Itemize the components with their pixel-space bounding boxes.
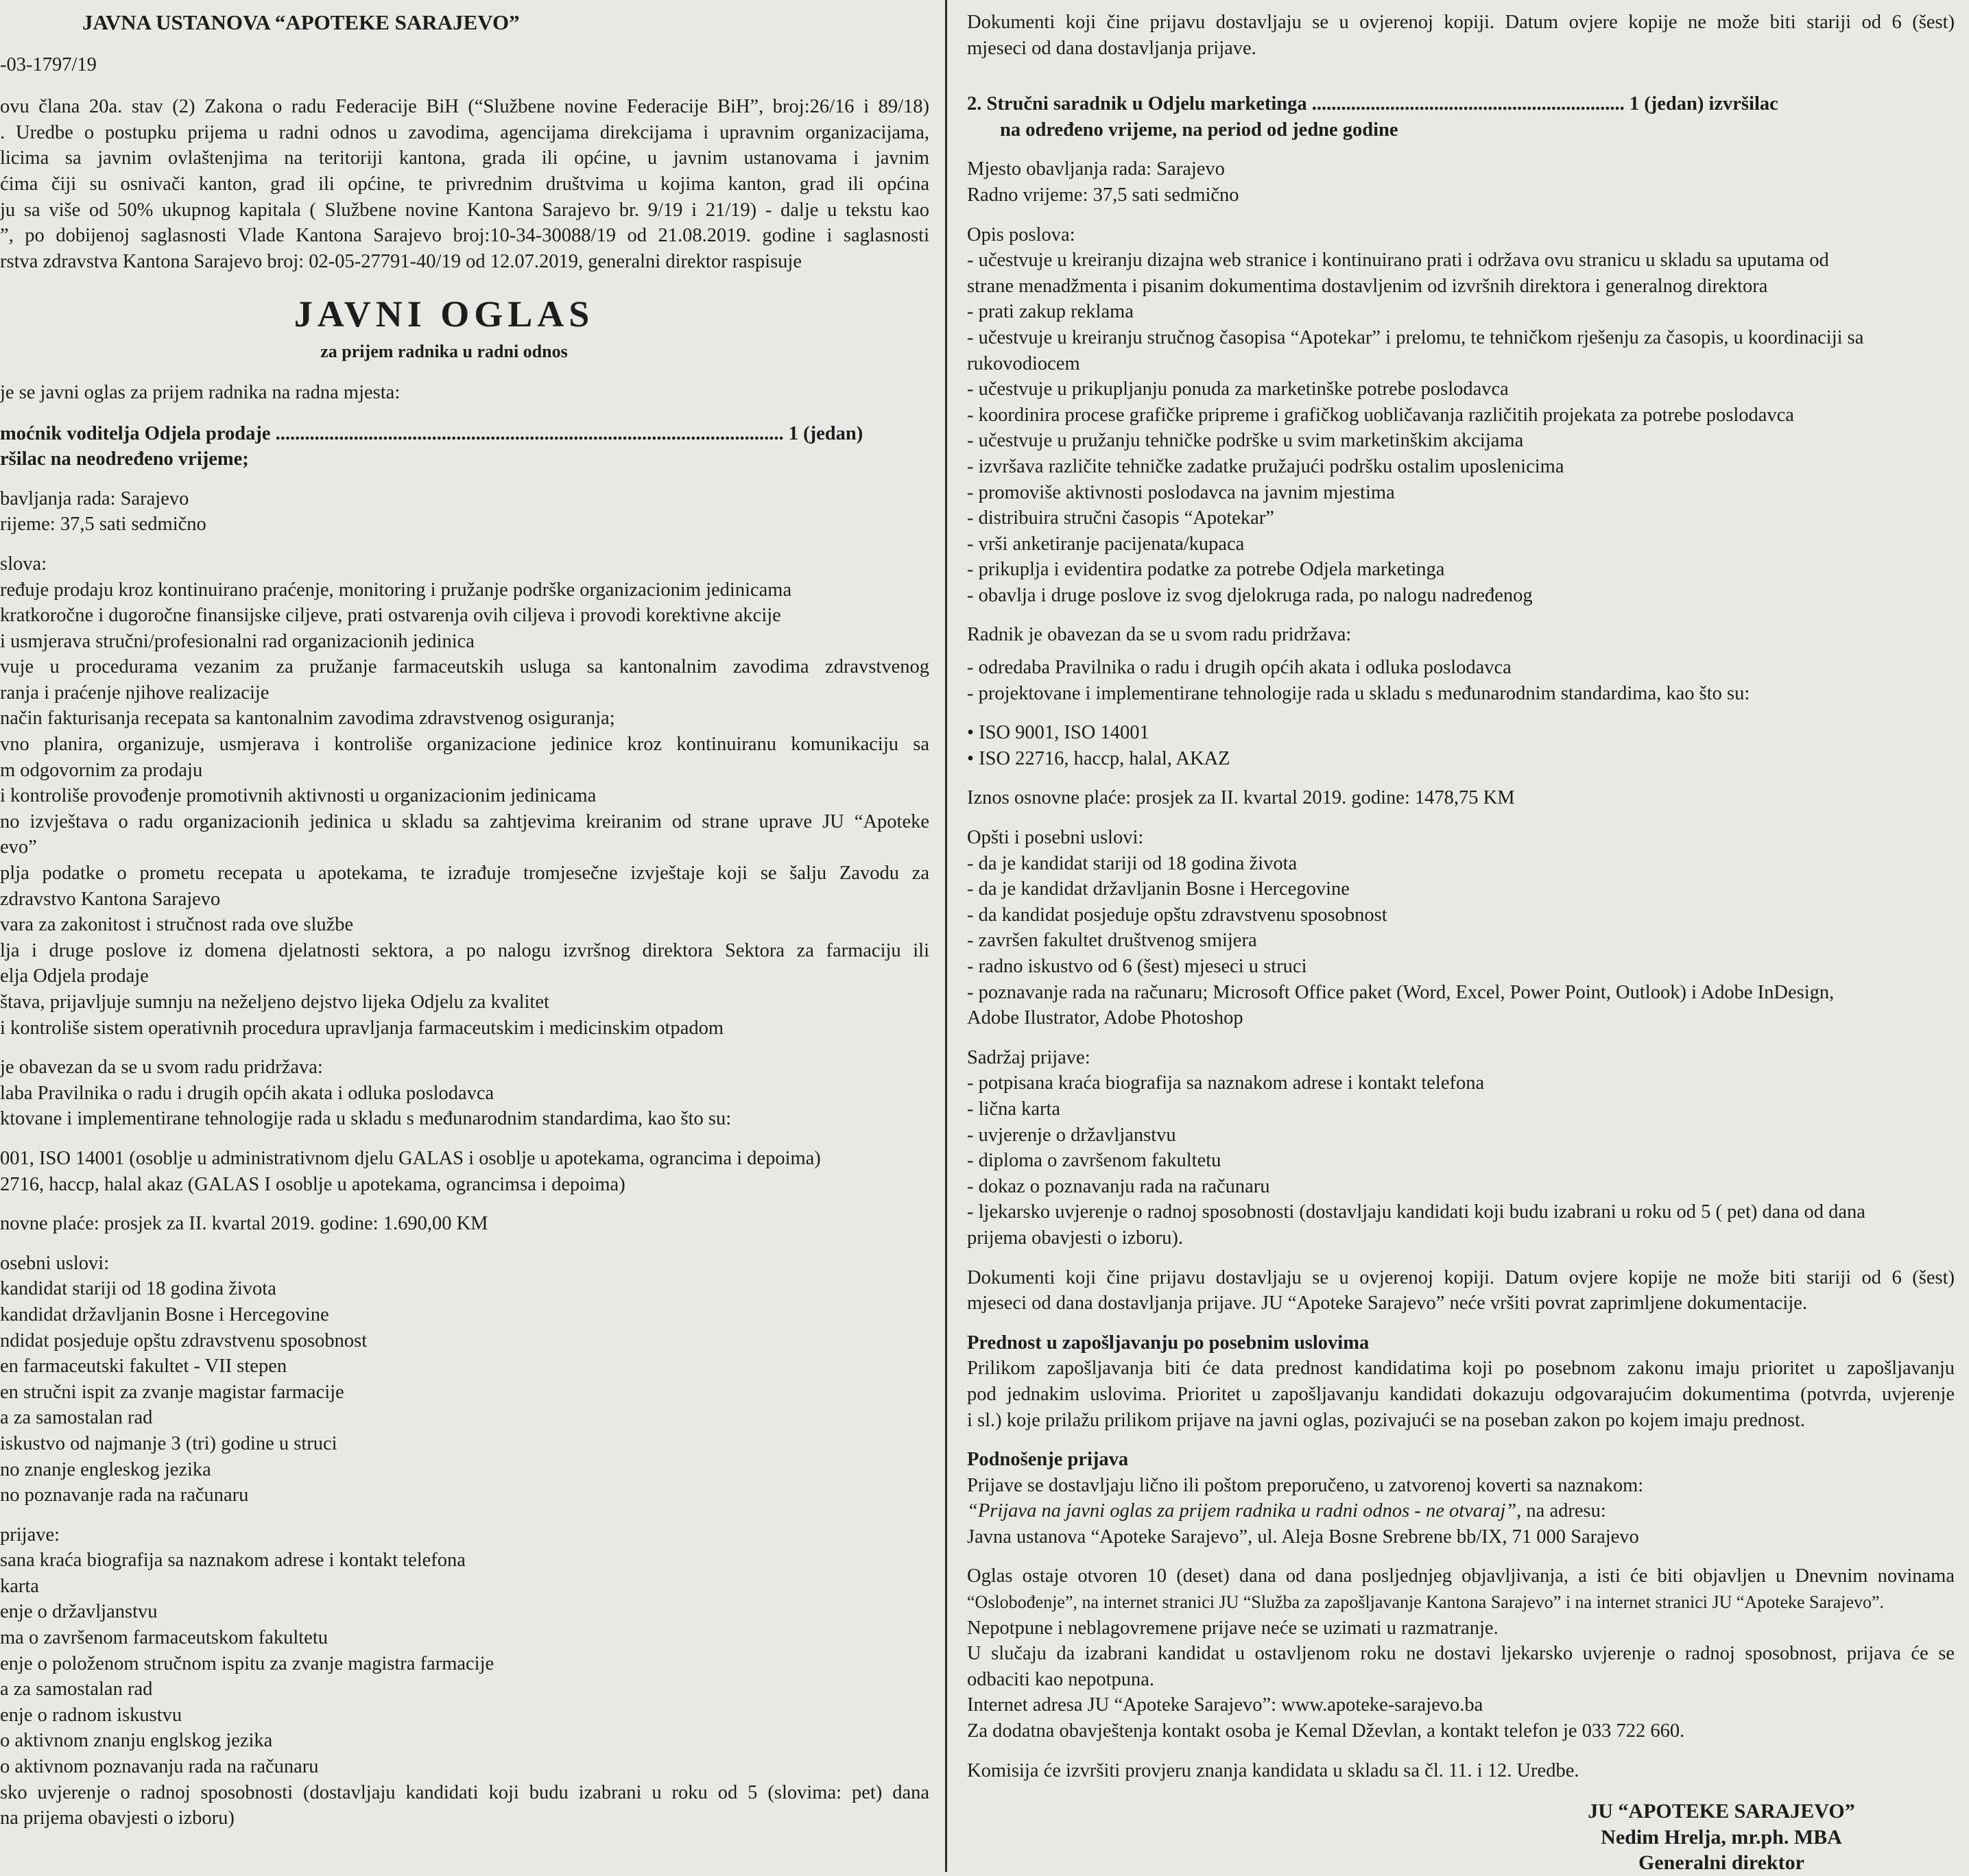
list-item: en farmaceutski fakultet - VII stepen bbox=[0, 1356, 287, 1378]
application-title: prijave: bbox=[0, 1524, 60, 1546]
application-title: Sadržaj prijave: bbox=[967, 1046, 1090, 1068]
list-item: kandidat državljanin Bosne i Hercegovine bbox=[0, 1303, 329, 1325]
commission-note: Komisija će izvršiti provjeru znanja kandidata u skladu sa čl. 11. i 12. Uredbe. bbox=[967, 1759, 1579, 1781]
position-2-subtitle: na određeno vrijeme, na period od jedne godine bbox=[1000, 119, 1398, 141]
list-item: a za samostalan rad bbox=[0, 1407, 153, 1429]
list-item: - koordinira procese grafičke pripreme i grafičkog uobličavanja različitih projekata za potrebe poslodavca bbox=[967, 404, 1794, 426]
intro-paragraph bbox=[0, 94, 929, 274]
list-item: 2716, haccp, halal akaz (GALAS I osoblje u apotekama, ograncimsa i depoima) bbox=[0, 1173, 625, 1195]
list-item: 001, ISO 14001 (osoblje u administrativnom djelu GALAS i osoblje u apotekama, ograncima i depoima) bbox=[0, 1147, 821, 1169]
closing-line: U slučaju da izabrani kandidat u ostavljenom roku ne dostavi ljekarsko uvjerenje o radnoj sposobnost, prijava će se bbox=[967, 1643, 1955, 1665]
priority-title: Prednost u zapošljavanju po posebnim uslovima bbox=[967, 1332, 1370, 1354]
obligation-title: Radnik je obavezan da se u svom radu pridržava: bbox=[967, 624, 1352, 646]
list-item: no poznavanje rada na računaru bbox=[0, 1484, 249, 1506]
reference-number: -03-1797/19 bbox=[0, 53, 97, 75]
intro-line: ju sa više od 50% ukupnog kapitala ( Službene novine Kantona Sarajevo br. 9/19 i 21/19) - dalje u tekstu kao bbox=[0, 199, 929, 221]
page-title: JAVNI OGLAS bbox=[294, 293, 595, 335]
right-column bbox=[967, 0, 1955, 1876]
list-item: - učestvuje u pružanju tehničke podrške u svim marketinškim akcijama bbox=[967, 430, 1524, 452]
list-item: laba Pravilnika o radu i drugih općih akata i odluka poslodavca bbox=[0, 1082, 494, 1104]
list-item: evo” bbox=[0, 837, 37, 858]
list-item: ređuje prodaju kroz kontinuirano praćenje, monitoring i pružanje podrške organizacionim jedinicama bbox=[0, 579, 792, 601]
column-divider bbox=[945, 0, 947, 1872]
list-item: - projektovane i implementirane tehnologije rada u skladu s međunarodnim standardima, kao što su: bbox=[967, 682, 1750, 704]
list-item: zdravstvo Kantona Sarajevo bbox=[0, 888, 221, 910]
list-item: - da je kandidat stariji od 18 godina života bbox=[967, 852, 1298, 874]
list-item: - ljekarsko uvjerenje o radnoj sposobnosti (dostavljaju kandidati koji budu izabrani u roku od 5 ( pet) dana od dana bbox=[967, 1201, 1865, 1223]
list-item: • ISO 9001, ISO 14001 bbox=[967, 722, 1149, 744]
list-item: - izvršava različite tehničke zadatke pružajući podršku ostalim uposlenicima bbox=[967, 455, 1564, 477]
list-item: m odgovornim za prodaju bbox=[0, 759, 203, 781]
submission-label-line bbox=[967, 1498, 1955, 1524]
priority-line: Prilikom zapošljavanja biti će data prednost kandidatima koji po posebnom zakonu imaju prioritet u zapošljavanju bbox=[967, 1358, 1955, 1380]
work-place: Mjesto obavljanja rada: Sarajevo bbox=[967, 158, 1225, 180]
intro-line: . Uredbe o postupku prijema u radni odnos u zavodima, agencijama direkcijama i upravnim organizacijama, bbox=[0, 121, 929, 143]
work-place: bavljanja rada: Sarajevo bbox=[0, 488, 189, 509]
submission-title: Podnošenje prijava bbox=[967, 1449, 1129, 1471]
conditions-list bbox=[967, 851, 1955, 1031]
list-item: štava, prijavljuje sumnju na neželjeno dejstvo lijeka Odjelu za kvalitet bbox=[0, 991, 549, 1013]
signature-name: Nedim Hrelja, mr.ph. MBA bbox=[1601, 1825, 1842, 1849]
list-item: enje o radnom iskustvu bbox=[0, 1704, 182, 1726]
list-item: - dokaz o poznavanju rada na računaru bbox=[967, 1175, 1270, 1197]
list-item: enje o položenom stručnom ispitu za zvanje magistra farmacije bbox=[0, 1652, 494, 1674]
list-item: sana kraća biografija sa naznakom adrese i kontakt telefona bbox=[0, 1550, 466, 1572]
list-item: i kontroliše sistem operativnih procedura upravljanja farmaceutskim i medicinskim otpadom bbox=[0, 1017, 724, 1039]
work-hours: rijeme: 37,5 sati sedmično bbox=[0, 514, 206, 536]
list-item: ma o završenom farmaceutskom fakultetu bbox=[0, 1627, 328, 1649]
closing-paragraph bbox=[967, 1563, 1955, 1744]
list-item: - distribuira stručni časopis “Apotekar” bbox=[967, 507, 1274, 529]
list-item: iskustvo od najmanje 3 (tri) godine u struci bbox=[0, 1432, 337, 1454]
salary: novne plaće: prosjek za II. kvartal 2019. godine: 1.690,00 KM bbox=[0, 1213, 488, 1235]
list-item: - učestvuje u kreiranju dizajna web stranice i kontinuirano prati i održava ovu stranicu u skladu sa uputama od bbox=[967, 250, 1829, 272]
position-1-subtitle: ršilac na neodređeno vrijeme; bbox=[0, 448, 249, 470]
list-item: - prikuplja i evidentira podatke za potrebe Odjela marketinga bbox=[967, 559, 1445, 581]
docs-note-line: mjeseci od dana dostavljanja prijave. JU “Apoteke Sarajevo” neće vršiti povrat zaprimljene dokumentacije. bbox=[967, 1292, 1808, 1314]
list-item: rukovodiocem bbox=[967, 352, 1080, 374]
signature-block bbox=[1543, 1799, 1900, 1876]
website-line: Internet adresa JU “Apoteke Sarajevo”: www.apoteke-sarajevo.ba bbox=[967, 1694, 1483, 1716]
salary: Iznos osnovne plaće: prosjek za II. kvartal 2019. godine: 1478,75 KM bbox=[967, 787, 1515, 809]
position-2-title: 2. Stručni saradnik u Odjelu marketinga ................................................................ 1 (jedan) izvršilac bbox=[967, 93, 1778, 115]
contact-line: Za dodatna obavještenja kontakt osoba je Kemal Dževlan, a kontakt telefon je 033 722 660. bbox=[967, 1720, 1685, 1742]
list-item: - da je kandidat državljanin Bosne i Hercegovine bbox=[967, 878, 1350, 900]
application-list bbox=[0, 1548, 929, 1831]
list-item: vno planira, organizuje, usmjerava i kontroliše organizacione jedinice kroz kontinuiranu komunikaciju sa bbox=[0, 734, 929, 756]
list-item: - uvjerenje o državljanstvu bbox=[967, 1124, 1176, 1146]
left-column bbox=[0, 0, 929, 1831]
list-item: - obavlja i druge poslove iz svog djelokruga rada, po nalogu nadređenog bbox=[967, 584, 1533, 606]
list-item: način fakturisanja recepata sa kantonalnim zavodima zdravstvenog osiguranja; bbox=[0, 708, 615, 730]
submission-label: “Prijava na javni oglas za prijem radnika u radni odnos - ne otvaraj” bbox=[967, 1500, 1517, 1522]
closing-line: Oglas ostaje otvoren 10 (deset) dana od dana posljednjeg objavljivanja, a isti će biti objavljen u Dnevnim novinama bbox=[967, 1565, 1955, 1587]
list-item: i usmjerava stručni/profesionalni rad organizacionih jedinica bbox=[0, 630, 475, 652]
list-item: vara za zakonitost i stručnost rada ove službe bbox=[0, 914, 354, 936]
list-item: ktovane i implementirane tehnologije rada u skladu s međunarodnim standardima, kao što su: bbox=[0, 1108, 732, 1130]
list-item: elja Odjela prodaje bbox=[0, 965, 149, 987]
intro-line: rstva zdravstva Kantona Sarajevo broj: 02-05-27791-40/19 od 12.07.2019, generalni direktor raspisuje bbox=[0, 250, 802, 272]
position-1-title: moćnik voditelja Odjela prodaje ........................................................................................................ 1 (jedan) bbox=[0, 422, 863, 444]
page-subtitle: za prijem radnika u radni odnos bbox=[320, 341, 568, 362]
conditions-title: osebni uslovi: bbox=[0, 1252, 110, 1274]
intro-line: ”, po dobijenoj saglasnosti Vlade Kantona Sarajevo broj:10-34-30088/19 od 21.08.2019. godine i saglasnosti bbox=[0, 225, 929, 247]
intro-line: licima sa javnim ovlaštenjima na teritoriji kantona, grada ili općine, u javnim ustanovama i javnim bbox=[0, 147, 929, 169]
institution-header: JAVNA USTANOVA “APOTEKE SARAJEVO” bbox=[82, 10, 520, 34]
list-item: en stručni ispit za zvanje magistar farmacije bbox=[0, 1381, 344, 1403]
conditions-list bbox=[0, 1276, 929, 1508]
priority-line: pod jednakim uslovima. Prioritet u zapošljavanju kandidati dokazuju odgovarajućim dokumentima (potvrda, uvjerenje bbox=[967, 1383, 1955, 1405]
list-item: kratkoročne i dugoročne finansijske ciljeve, prati ostvarenja ovih ciljeva i provodi korektivne akcije bbox=[0, 605, 781, 627]
docs-note-line: mjeseci od dana dostavljanja prijave. bbox=[967, 37, 1256, 59]
list-item: strane menadžmenta i pisanim dokumentima dostavljenim od izvršnih direktora i generalnog direktora bbox=[967, 275, 1768, 297]
list-item: - promoviše aktivnosti poslodavca na javnim mjestima bbox=[967, 481, 1395, 503]
closing-line: Nepotpune i neblagovremene prijave neće se uzimati u razmatranje. bbox=[967, 1617, 1499, 1639]
duties-list bbox=[967, 248, 1955, 608]
list-item: enje o državljanstvu bbox=[0, 1601, 158, 1623]
list-item: plja podatke o prometu recepata u apotekama, te izrađuje tromjesečne izvještaje koji se šalju Zavodu za bbox=[0, 863, 929, 885]
list-item: - vrši anketiranje pacijenata/kupaca bbox=[967, 533, 1245, 555]
submission-label-suffix: , na adresu: bbox=[1516, 1500, 1606, 1522]
intro-line: ćima čiji su osnivači kanton, grad ili općine, te privrednim društvima u kojima kanton, grad ili općina bbox=[0, 173, 929, 195]
list-item: karta bbox=[0, 1575, 39, 1597]
list-item: - prati zakup reklama bbox=[967, 301, 1134, 323]
list-item: ranja i praćenje njihove realizacije bbox=[0, 682, 270, 704]
list-item: o aktivnom znanju englskog jezika bbox=[0, 1730, 273, 1752]
conditions-title: Opšti i posebni uslovi: bbox=[967, 827, 1144, 849]
closing-line: “Oslobođenje”, na internet stranici JU “Služba za zapošljavanje Kantona Sarajevo” i na internet stranici JU “Apoteke Sarajevo”. bbox=[967, 1592, 1885, 1613]
duties-title: slova: bbox=[0, 553, 47, 575]
obligation-title: je obavezan da se u svom radu pridržava: bbox=[0, 1057, 323, 1079]
priority-line: i sl.) koje prilažu prilikom prijave na javni oglas, pozivajući se na poseban zakon po kojem imaju prednost. bbox=[967, 1409, 1806, 1431]
docs-note-line: Dokumenti koji čine prijavu dostavljaju se u ovjerenoj kopiji. Datum ovjere kopije ne može biti stariji od 6 (šest) bbox=[967, 1266, 1955, 1288]
list-item: no znanje engleskog jezika bbox=[0, 1458, 211, 1480]
list-item: sko uvjerenje o radnoj sposobnosti (dostavljaju kandidati koji budu izabrani u roku od 5 (slovima: pet) dana bbox=[0, 1781, 929, 1803]
application-list bbox=[967, 1070, 1955, 1251]
list-item: vuje u procedurama vezanim za pružanje farmaceutskih usluga sa kantonalnim zavodima zdravstvenog bbox=[0, 656, 929, 678]
list-item: - završen fakultet društvenog smijera bbox=[967, 930, 1257, 952]
submission-address: Javna ustanova “Apoteke Sarajevo”, ul. Aleja Bosne Srebrene bb/IX, 71 000 Sarajevo bbox=[967, 1526, 1639, 1548]
list-item: - učestvuje u kreiranju stručnog časopisa “Apotekar” i prelomu, te tehničkom rješenju za časopis, u koordinaciji sa bbox=[967, 326, 1864, 348]
list-item: - diploma o završenom fakultetu bbox=[967, 1150, 1221, 1172]
work-hours: Radno vrijeme: 37,5 sati sedmično bbox=[967, 184, 1239, 206]
list-item: a za samostalan rad bbox=[0, 1679, 153, 1700]
list-item: lja i druge poslove iz domena djelatnosti sektora, a po nalogu izvršnog direktora Sektora za farmaciju ili bbox=[0, 939, 929, 961]
duties-title: Opis poslova: bbox=[967, 224, 1075, 245]
list-item: ndidat posjeduje opštu zdravstvenu sposobnost bbox=[0, 1330, 368, 1351]
list-item: - odredaba Pravilnika o radu i drugih općih akata i odluka poslodavca bbox=[967, 657, 1512, 679]
list-item: • ISO 22716, haccp, halal, AKAZ bbox=[967, 747, 1230, 769]
announcement: je se javni oglas za prijem radnika na radna mjesta: bbox=[0, 381, 401, 403]
list-item: prijema obavjesti o izboru). bbox=[967, 1227, 1183, 1249]
list-item: no izvještava o radu organizacionih jedinica u skladu sa zahtjevima kreiranim od strane uprave JU “Apoteke bbox=[0, 810, 929, 832]
list-item: kandidat stariji od 18 godina života bbox=[0, 1278, 276, 1300]
intro-line: ovu člana 20a. stav (2) Zakona o radu Federacije BiH (“Službene novine Federacije BiH”, broj:26/16 i 89/18) bbox=[0, 96, 929, 118]
list-item: Adobe Ilustrator, Adobe Photoshop bbox=[967, 1007, 1243, 1029]
submission-intro: Prijave se dostavljaju lično ili poštom preporučeno, u zatvorenoj koverti sa naznakom: bbox=[967, 1474, 1644, 1496]
list-item: - lična karta bbox=[967, 1098, 1061, 1120]
list-item: o aktivnom poznavanju rada na računaru bbox=[0, 1756, 319, 1778]
list-item: i kontroliše provođenje promotivnih aktivnosti u organizacionim jedinicama bbox=[0, 785, 597, 807]
closing-line: odbaciti kao nepotpuna. bbox=[967, 1668, 1155, 1690]
list-item: na prijema obavjesti o izboru) bbox=[0, 1807, 235, 1829]
docs-note-line: Dokumenti koji čine prijavu dostavljaju se u ovjerenoj kopiji. Datum ovjere kopije ne može biti stariji od 6 (šest) bbox=[967, 12, 1955, 33]
list-item: - učestvuje u prikupljanju ponuda za marketinške potrebe poslodavca bbox=[967, 378, 1509, 400]
list-item: - radno iskustvo od 6 (šest) mjeseci u struci bbox=[967, 956, 1307, 977]
signature-role: Generalni direktor bbox=[1638, 1851, 1804, 1875]
duties-list bbox=[0, 577, 929, 1042]
list-item: - da kandidat posjeduje opštu zdravstvenu sposobnost bbox=[967, 904, 1387, 926]
list-item: - poznavanje rada na računaru; Microsoft Office paket (Word, Excel, Power Point, Outlook) i Adobe InDesign, bbox=[967, 981, 1835, 1003]
signature-institution: JU “APOTEKE SARAJEVO” bbox=[1588, 1800, 1855, 1823]
list-item: - potpisana kraća biografija sa naznakom adrese i kontakt telefona bbox=[967, 1072, 1485, 1094]
